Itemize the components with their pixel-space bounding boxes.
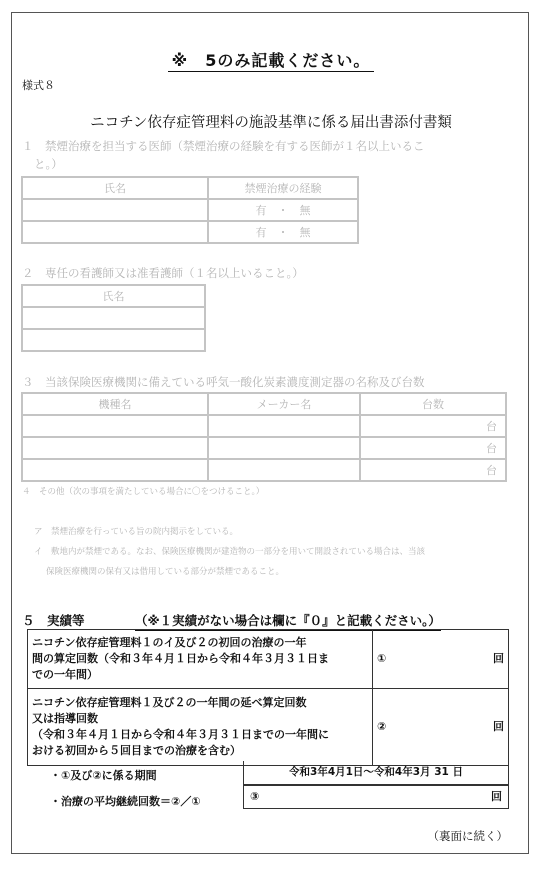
- count-cell[interactable]: 台: [360, 415, 506, 437]
- table-row: [22, 459, 506, 481]
- section2-heading: ２ 専任の看護師又は准看護師（１名以上いること。）: [22, 266, 304, 280]
- count-cell[interactable]: 台: [360, 437, 506, 459]
- header-notice: ※ 5のみ記載ください。: [12, 48, 530, 71]
- form-number: 様式８: [22, 79, 55, 92]
- nurse-table: [21, 284, 206, 352]
- average-label: ・治療の平均継続回数＝②／①: [50, 795, 201, 808]
- section4-item-a: ア 禁煙治療を行っている旨の院内掲示をしている。: [34, 527, 239, 537]
- maker-cell[interactable]: [208, 459, 360, 481]
- nurse-name-cell[interactable]: [22, 307, 205, 329]
- column-header-experience: 禁煙治療の経験: [208, 177, 358, 199]
- form-page: [11, 12, 529, 854]
- experience-cell[interactable]: 有 ・ 無: [208, 199, 358, 221]
- experience-cell[interactable]: 有 ・ 無: [208, 221, 358, 243]
- model-cell[interactable]: [22, 459, 208, 481]
- table-row: [22, 307, 205, 329]
- section4-heading: ４ その他（次の事項を満たしている場合に〇をつけること。）: [22, 487, 265, 497]
- table-row: [22, 177, 358, 199]
- nurse-name-cell[interactable]: [22, 329, 205, 351]
- section4-item-b: イ 敷地内が禁煙である。なお、保険医療機関が建造物の一部分を用いて開設されている場合は、当該: [34, 547, 426, 557]
- table-row: [22, 393, 506, 415]
- table-row: [22, 415, 506, 437]
- table-row: [22, 199, 358, 221]
- row2-label: ニコチン依存症管理料１及び２の一年間の延べ算定回数 又は指導回数 （令和３年４月１日から令和４年３月３１日までの一年間に おける初回から５回目までの治療を含む）: [28, 689, 373, 766]
- continued-note: （裏面に続く）: [427, 829, 508, 843]
- maker-cell[interactable]: [208, 415, 360, 437]
- average-value-box[interactable]: [243, 785, 509, 809]
- column-header-model: 機種名: [22, 393, 208, 415]
- device-table: [21, 392, 507, 482]
- section5-note: （※１実績がない場合は欄に『０』と記載ください。）: [135, 611, 441, 631]
- mark-1: ①: [377, 652, 387, 665]
- column-header-name: 氏名: [22, 285, 205, 307]
- section3-heading: ３ 当該保険医療機関に備えている呼気一酸化炭素濃度測定器の名称及び台数: [22, 375, 425, 389]
- period-value: 令和3年4月1日～令和4年3月 31 日: [289, 766, 463, 778]
- section1-heading: １ 禁煙治療を担当する医師（禁煙治療の経験を有する医師が１名以上いるこ: [22, 139, 425, 153]
- results-table: [27, 629, 509, 766]
- unit-label: 回: [493, 652, 504, 665]
- model-cell[interactable]: [22, 437, 208, 459]
- period-label: ・①及び②に係る期間: [50, 769, 157, 782]
- row1-label: ニコチン依存症管理料１のイ及び２の初回の治療の一年 間の算定回数（令和３年４月１日から令和４年３月３１日ま での一年間）: [28, 630, 373, 689]
- section4-item-b-cont: 保険医療機関の保有又は借用している部分が禁煙であること。: [46, 567, 285, 577]
- physician-name-cell[interactable]: [22, 221, 208, 243]
- table-row: [22, 437, 506, 459]
- count-cell[interactable]: 台: [360, 459, 506, 481]
- row2-value-cell[interactable]: [373, 689, 509, 766]
- column-header-count: 台数: [360, 393, 506, 415]
- model-cell[interactable]: [22, 415, 208, 437]
- mark-2: ②: [377, 720, 387, 733]
- column-header-maker: メーカー名: [208, 393, 360, 415]
- physician-table: [21, 176, 359, 244]
- section1-heading-cont: と。）: [34, 157, 63, 171]
- column-header-name: 氏名: [22, 177, 208, 199]
- table-row: [22, 221, 358, 243]
- table-row: [28, 630, 509, 689]
- table-row: [22, 329, 205, 351]
- maker-cell[interactable]: [208, 437, 360, 459]
- table-row: [28, 689, 509, 766]
- row1-value-cell[interactable]: [373, 630, 509, 689]
- physician-name-cell[interactable]: [22, 199, 208, 221]
- section5-heading: ５ 実績等: [22, 613, 85, 628]
- period-value-box[interactable]: [243, 761, 509, 785]
- document-title: ニコチン依存症管理料の施設基準に係る届出書添付書類: [90, 115, 452, 131]
- unit-label: 回: [491, 790, 502, 803]
- unit-label: 回: [493, 720, 504, 733]
- mark-3: ③: [250, 790, 260, 803]
- table-row: [22, 285, 205, 307]
